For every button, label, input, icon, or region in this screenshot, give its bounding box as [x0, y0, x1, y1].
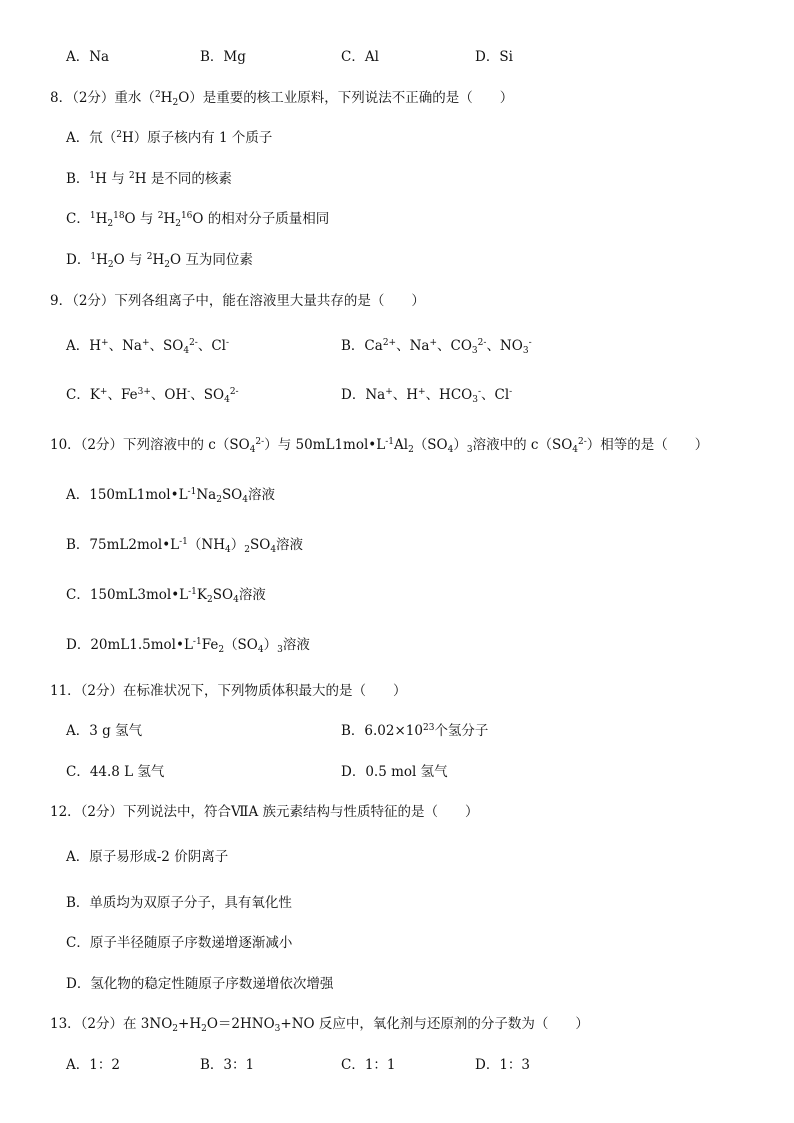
- q13-option-c: C．1：1: [341, 1057, 396, 1073]
- q10-option-b: B．$75mL2mol•L^{-1}(NH_4)_2SO_4$溶液: [66, 537, 304, 555]
- q7-option-c: C．Al: [341, 49, 379, 65]
- q10-stem: 10．（2分）下列溶液中的 $c(SO_4^{2-})$与 $50mL1mol•L^{-1}Al_2(SO_4)_3$溶液中的 $c(SO_4^{2-})$相等的是（ ）: [50, 437, 709, 455]
- q13-option-a: A．1：2: [66, 1057, 120, 1073]
- q11-option-b: B．$6.02\times 10^{23}$个氢分子: [341, 723, 489, 739]
- q12-option-d: D．氢化物的稳定性随原子序数递增依次增强: [66, 976, 334, 992]
- q8-option-c: C．$^1H_2^{18}O$ 与 $^2H_2^{16}O$ 的相对分子质量相同: [66, 211, 330, 229]
- q9-option-d: D．Na+、H+、$HCO_3^-$、Cl-: [341, 387, 513, 405]
- q13-stem: 13．（2分）在 $3NO_2+H_2O=2HNO_3+NO$ 反应中，氧化剂与还原剂的分子数为（ ）: [50, 1016, 589, 1034]
- q11-option-d: D．0.5 mol 氢气: [341, 764, 448, 780]
- q9-option-a: A．H+、Na+、$SO_4^{2-}$、Cl-: [66, 338, 230, 356]
- q11-stem: 11．（2分）在标准状况下，下列物质体积最大的是（ ）: [50, 683, 407, 699]
- q9-option-b: B．$Ca^{2+}$、Na+、$CO_3^{2-}$、$NO_3^-$: [341, 338, 532, 356]
- q10-option-d: D．$20mL1.5mol•L^{-1}Fe_2(SO_4)_3$溶液: [66, 637, 310, 655]
- q8-option-b: B．$^1$H 与 $^2$H 是不同的核素: [66, 171, 232, 187]
- q11-option-a: A．3 g 氢气: [66, 723, 143, 739]
- q9-stem: 9．（2分）下列各组离子中，能在溶液里大量共存的是（ ）: [50, 293, 425, 309]
- q7-option-d: D．Si: [475, 49, 513, 65]
- q10-option-c: C．$150mL3mol•L^{-1}K_2SO_4$溶液: [66, 587, 266, 605]
- q7-option-a: A．Na: [66, 49, 110, 65]
- q12-option-a: A．原子易形成-2 价阴离子: [66, 849, 229, 865]
- q9-option-c: C．K+、$Fe^{3+}$、OH-、$SO_4^{2-}$: [66, 387, 239, 405]
- q13-option-b: B．3：1: [200, 1057, 255, 1073]
- q13-option-d: D．1：3: [475, 1057, 531, 1073]
- q10-option-a: A．$150mL1mol•L^{-1}Na_2SO_4$溶液: [66, 487, 275, 505]
- q8-option-a: A．氘（$^2$H）原子核内有 1 个质子: [66, 130, 273, 146]
- q8-stem: 8．（2分）重水$(^2H_2O)$是重要的核工业原料，下列说法不正确的是（ ）: [50, 90, 514, 108]
- q11-option-c: C．44.8 L 氢气: [66, 764, 165, 780]
- q7-option-b: B．Mg: [200, 49, 246, 65]
- q12-stem: 12．（2分）下列说法中，符合ⅦA 族元素结构与性质特征的是（ ）: [50, 804, 479, 820]
- q8-option-d: D．$^1H_2O$ 与 $^2H_2O$ 互为同位素: [66, 252, 253, 270]
- q12-option-b: B．单质均为双原子分子，具有氧化性: [66, 895, 292, 911]
- q12-option-c: C．原子半径随原子序数递增逐渐减小: [66, 935, 293, 951]
